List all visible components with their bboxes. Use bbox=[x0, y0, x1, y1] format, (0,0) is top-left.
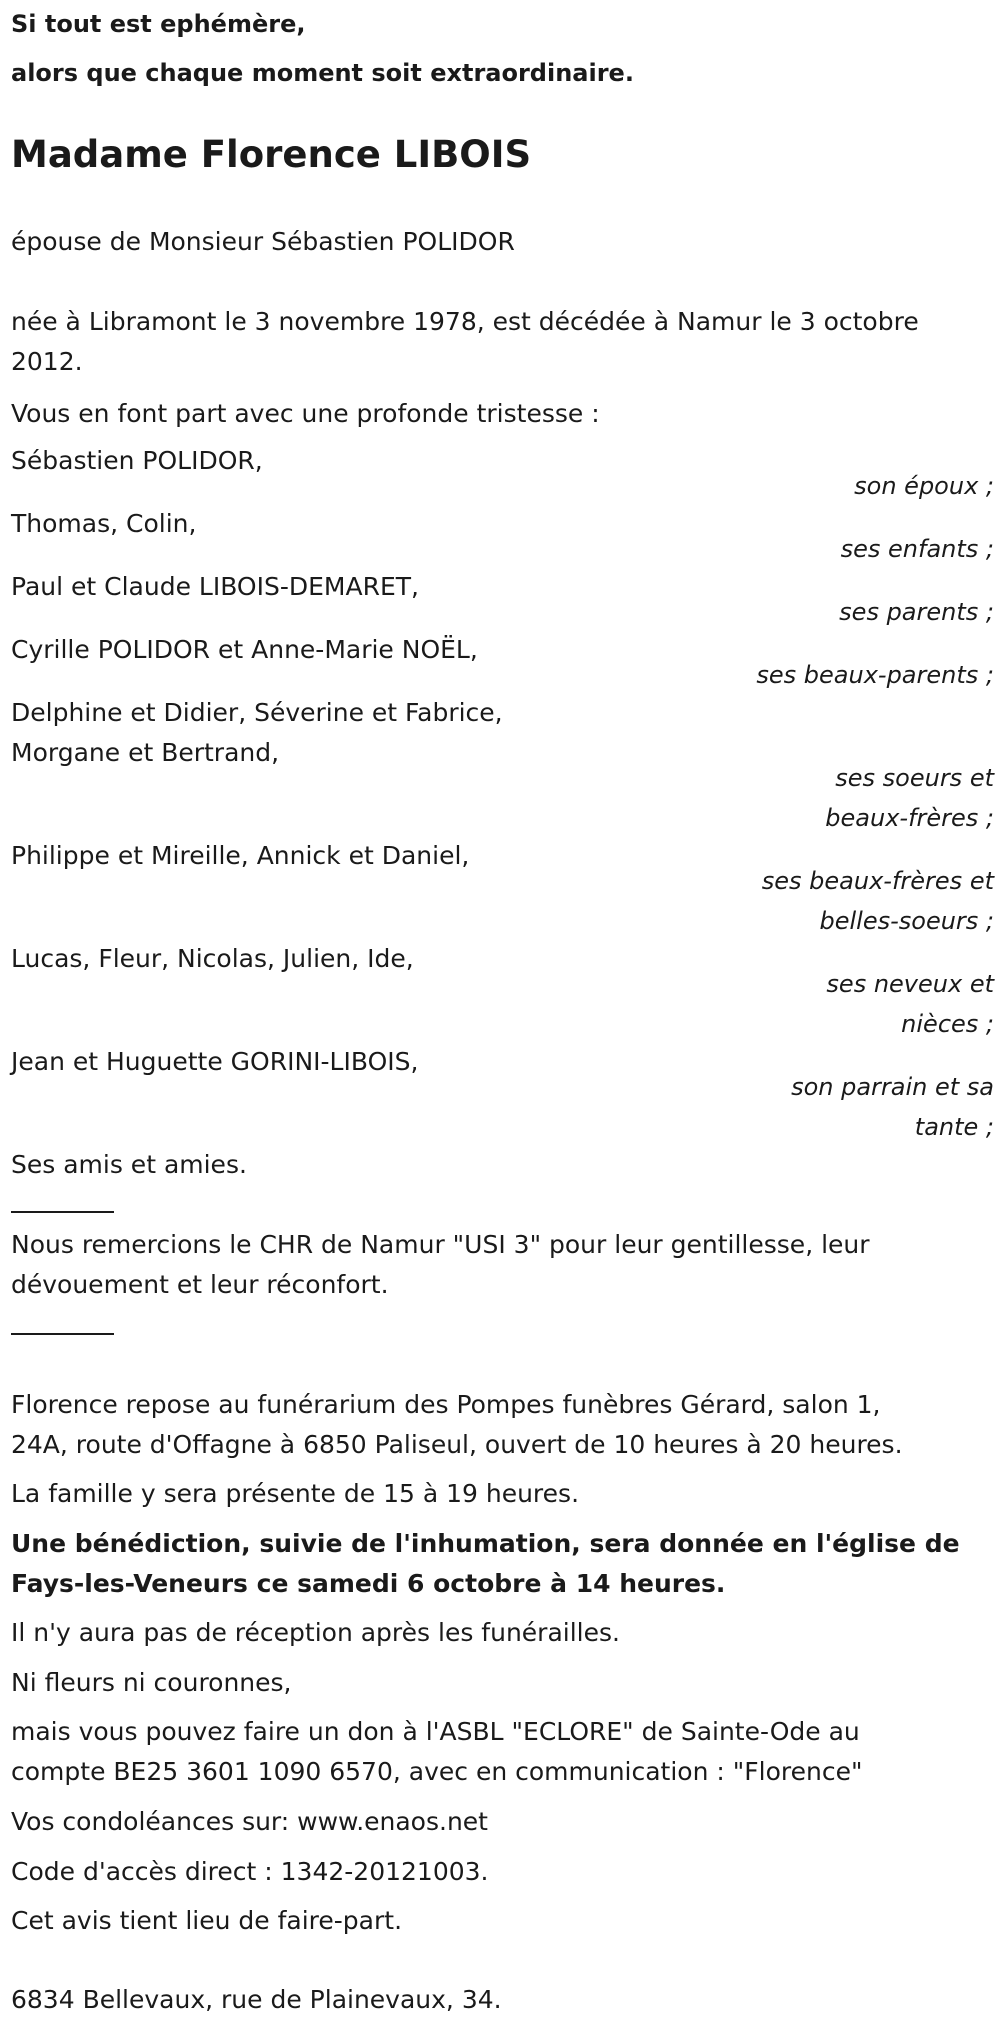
funerarium-line-1: Florence repose au funérarium des Pompes funèbres Gérard, salon 1, bbox=[11, 1390, 881, 1419]
intro-text: Vous en font part avec une profonde tristesse : bbox=[11, 399, 600, 428]
condolences-line: Vos condoléances sur: www.enaos.net bbox=[11, 1807, 488, 1836]
donation-line-2: compte BE25 3601 1090 6570, avec en communication : "Florence" bbox=[11, 1757, 863, 1786]
family-names: Sébastien POLIDOR, bbox=[11, 446, 263, 475]
family-names: Lucas, Fleur, Nicolas, Julien, Ide, bbox=[11, 944, 414, 973]
funerarium-line-2: 24A, route d'Offagne à 6850 Paliseul, ouvert de 10 heures à 20 heures. bbox=[11, 1430, 903, 1459]
family-presence-line: La famille y sera présente de 15 à 19 heures. bbox=[11, 1479, 580, 1508]
family-names: Delphine et Didier, Séverine et Fabrice, bbox=[11, 698, 503, 727]
family-relation: ses enfants ; bbox=[840, 535, 994, 563]
family-relation: ses parents ; bbox=[839, 598, 994, 626]
family-relation: ses beaux-parents ; bbox=[756, 661, 994, 689]
separator-line bbox=[11, 1211, 114, 1213]
birth-death-line-2: 2012. bbox=[11, 347, 83, 376]
family-names: Cyrille POLIDOR et Anne-Marie NOËL, bbox=[11, 635, 478, 664]
family-relation-continued: beaux-frères ; bbox=[825, 804, 994, 832]
thanks-line-1: Nous remercions le CHR de Namur "USI 3" pour leur gentillesse, leur bbox=[11, 1230, 870, 1259]
ceremony-line-2: Fays-les-Veneurs ce samedi 6 octobre à 14 heures. bbox=[11, 1569, 726, 1598]
family-relation-continued: nièces ; bbox=[901, 1010, 994, 1038]
family-relation: ses soeurs et bbox=[835, 764, 994, 792]
no-flowers-line: Ni fleurs ni couronnes, bbox=[11, 1668, 292, 1697]
separator-line bbox=[11, 1333, 114, 1335]
family-names: Philippe et Mireille, Annick et Daniel, bbox=[11, 841, 470, 870]
friends-line: Ses amis et amies. bbox=[11, 1150, 247, 1179]
ceremony-line-1: Une bénédiction, suivie de l'inhumation, sera donnée en l'église de bbox=[11, 1529, 960, 1558]
family-relation: ses neveux et bbox=[826, 970, 994, 998]
family-relation: son parrain et sa bbox=[791, 1073, 994, 1101]
spouse-line: épouse de Monsieur Sébastien POLIDOR bbox=[11, 227, 515, 256]
family-names: Paul et Claude LIBOIS-DEMARET, bbox=[11, 572, 419, 601]
birth-death-line-1: née à Libramont le 3 novembre 1978, est décédée à Namur le 3 octobre bbox=[11, 307, 919, 336]
thanks-line-2: dévouement et leur réconfort. bbox=[11, 1270, 389, 1299]
family-relation-continued: belles-soeurs ; bbox=[819, 907, 994, 935]
family-relation-continued: tante ; bbox=[914, 1113, 994, 1141]
family-names: Thomas, Colin, bbox=[11, 509, 197, 538]
motto-line-1: Si tout est ephémère, bbox=[11, 10, 306, 38]
address-line: 6834 Bellevaux, rue de Plainevaux, 34. bbox=[11, 1985, 502, 2014]
family-names-continued: Morgane et Bertrand, bbox=[11, 738, 280, 767]
family-names: Jean et Huguette GORINI-LIBOIS, bbox=[11, 1047, 419, 1076]
no-reception-line: Il n'y aura pas de réception après les funérailles. bbox=[11, 1618, 620, 1647]
motto-line-2: alors que chaque moment soit extraordinaire. bbox=[11, 59, 634, 87]
deceased-name: Madame Florence LIBOIS bbox=[11, 133, 532, 176]
notice-line: Cet avis tient lieu de faire-part. bbox=[11, 1906, 403, 1935]
family-relation: son époux ; bbox=[854, 472, 994, 500]
family-relation: ses beaux-frères et bbox=[761, 867, 994, 895]
donation-line-1: mais vous pouvez faire un don à l'ASBL "ECLORE" de Sainte-Ode au bbox=[11, 1717, 860, 1746]
access-code-line: Code d'accès direct : 1342-20121003. bbox=[11, 1857, 489, 1886]
